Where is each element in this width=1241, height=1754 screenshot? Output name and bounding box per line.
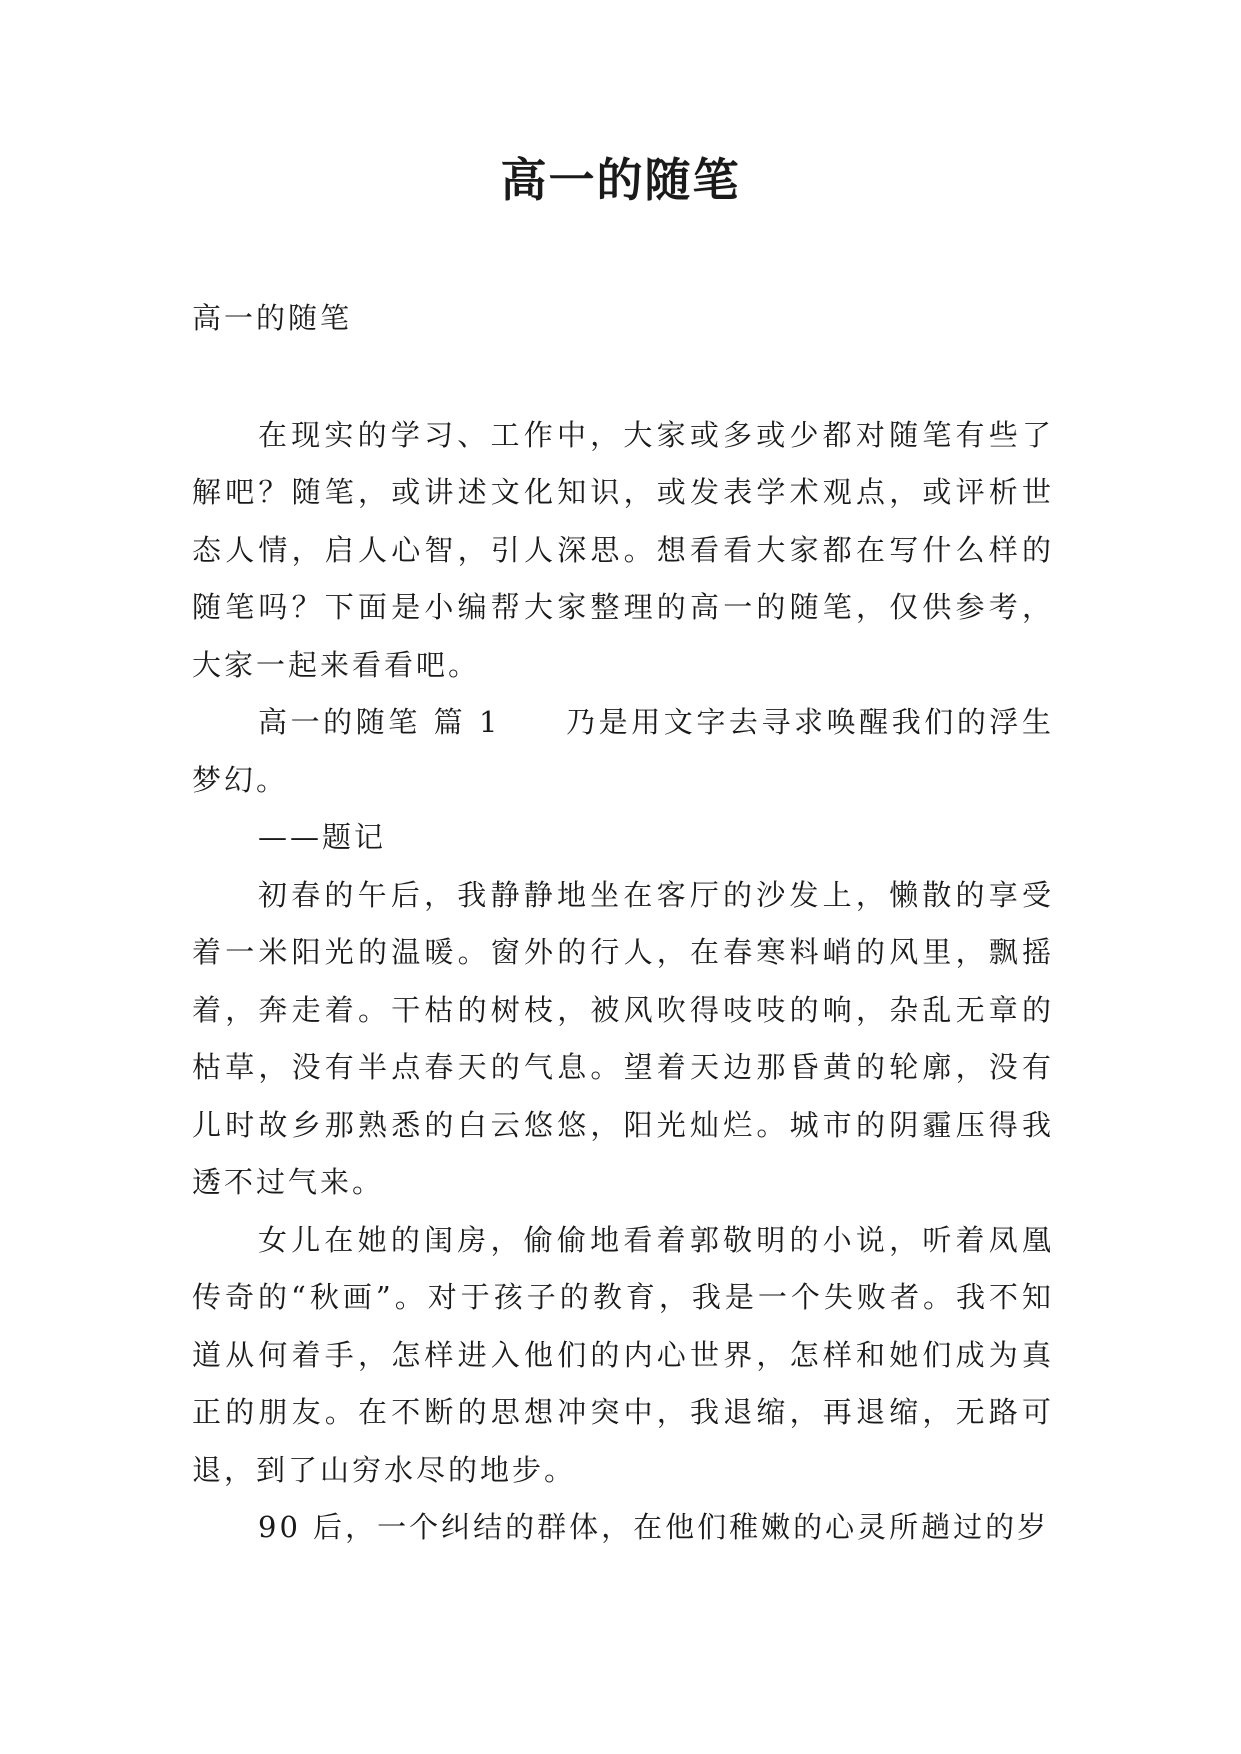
document-body — [192, 290, 1054, 1557]
epigraph-attribution: ——题记 — [258, 820, 387, 854]
body-paragraph: 初春的午后，我静静地坐在客厅的沙发上，懒散的享受着一米阳光的温暖。窗外的行人，在春寒料峭的风里，飘摇着，奔走着。干枯的树枝，被风吹得吱吱的响，杂乱无章的枯草，没有半点春天的气息。望着天边那昏黄的轮廓，没有儿时故乡那熟悉的白云悠悠，阳光灿烂。城市的阴霾压得我透不过气来。 — [192, 877, 1054, 1199]
document-title: 高一的随笔 — [500, 153, 741, 207]
body-paragraph: 女儿在她的闺房，偷偷地看着郭敬明的小说，听着凤凰传奇的“秋画”。对于孩子的教育，我是一个失败者。我不知道从何着手，怎样进入他们的内心世界，怎样和她们成为真正的朋友。在不断的思想冲突中，我退缩，再退缩，无路可退，到了山穷水尽的地步。 — [192, 1222, 1054, 1487]
section-heading-paragraph: 高一的随笔 篇 1 乃是用文字去寻求唤醒我们的浮生梦幻。 — [192, 705, 1054, 797]
intro-paragraph: 在现实的学习、工作中，大家或多或少都对随笔有些了解吧？随笔，或讲述文化知识，或发表学术观点，或评析世态人情，启人心智，引人深思。想看看大家都在写什么样的随笔吗？下面是小编帮大家整理的高一的随笔，仅供参考，大家一起来看看吧。 — [192, 417, 1054, 682]
document-subheading: 高一的随笔 — [192, 301, 353, 335]
body-paragraph: 90 后，一个纠结的群体，在他们稚嫩的心灵所趟过的岁 — [258, 1510, 1050, 1544]
